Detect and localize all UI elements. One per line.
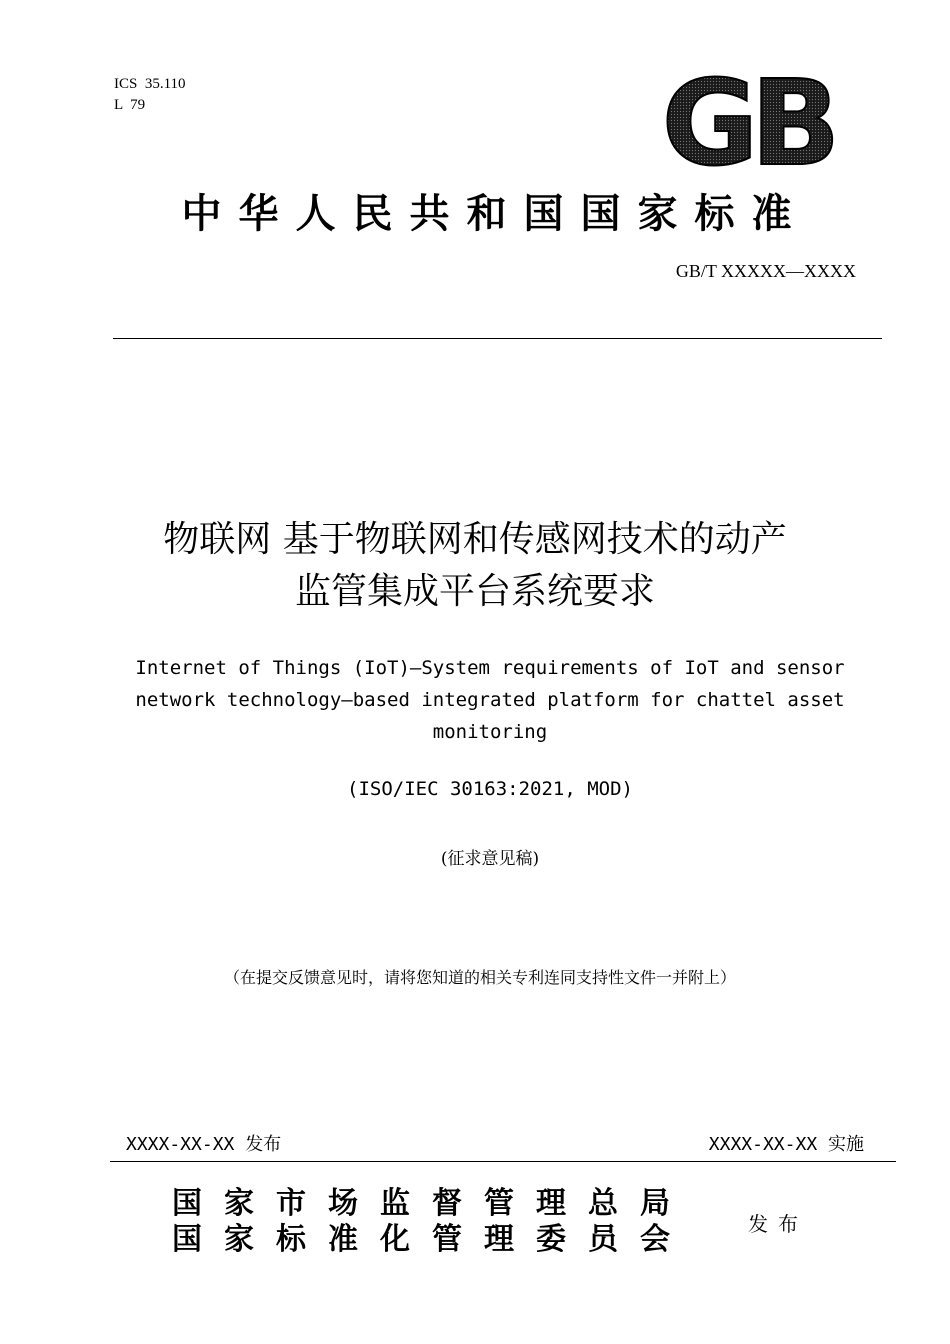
english-title-line-2: network technology—based integrated platform for chattel asset [135, 689, 845, 711]
chinese-title-line-2: 监管集成平台系统要求 [294, 571, 655, 612]
implement-date: XXXX-XX-XX 实施 [708, 1134, 864, 1155]
draft-status: (征求意见稿) [440, 849, 540, 869]
classification-codes [114, 74, 186, 116]
english-title-line-3: monitoring [432, 721, 548, 743]
national-standard-title: 中华人民共和国国家标准 [181, 191, 809, 237]
standard-number: GB/T XXXXX—XXXX [675, 261, 856, 281]
issuer-sac: 国家标准化管理委员会 [172, 1222, 692, 1257]
publish-date: XXXX-XX-XX 发布 [126, 1134, 282, 1155]
ics-code: ICS 35.110 [114, 76, 186, 92]
header-divider [113, 338, 882, 339]
issuer-samr: 国家市场监督管理总局 [172, 1186, 692, 1221]
english-title [120, 652, 860, 748]
iso-reference: (ISO/IEC 30163:2021, MOD) [347, 778, 633, 800]
gb-logo [652, 74, 842, 174]
chinese-title-line-1: 物联网 基于物联网和传感网技术的动产 [163, 519, 787, 560]
chinese-title [60, 514, 890, 618]
gb-logo-text: GB [661, 74, 833, 174]
footer-divider [110, 1161, 896, 1162]
patent-note: （在提交反馈意见时，请将您知道的相关专利连同支持性文件一并附上） [223, 968, 736, 987]
english-title-line-1: Internet of Things (IoT)—System requirements of IoT and sensor [135, 657, 845, 679]
ccs-code: L 79 [114, 97, 146, 113]
issue-label: 发布 [748, 1212, 808, 1236]
